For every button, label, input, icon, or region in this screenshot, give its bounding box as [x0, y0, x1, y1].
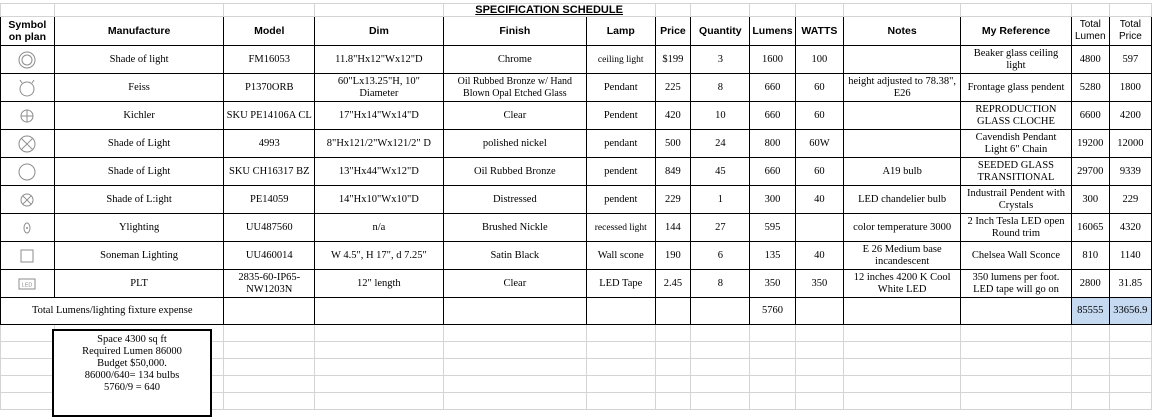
cell-watts[interactable]: 40	[795, 242, 843, 270]
cell-model[interactable]: UU460014	[224, 242, 315, 270]
cell-model[interactable]: UU487560	[224, 214, 315, 242]
cell-model[interactable]: 4993	[224, 130, 315, 158]
cell-notes[interactable]: 12 inches 4200 K Cool White LED	[844, 270, 961, 298]
circle-top-ticks-symbol-icon	[16, 77, 38, 99]
cell-notes[interactable]	[844, 46, 961, 74]
header-lamp[interactable]: Lamp	[587, 17, 656, 46]
table-row	[1, 46, 1152, 74]
grid-cell[interactable]	[844, 376, 961, 393]
grid-cell[interactable]	[691, 376, 750, 393]
grid-cell[interactable]	[655, 342, 691, 359]
cell-dim[interactable]: n/a	[315, 214, 444, 242]
cell-notes[interactable]: color temperature 3000	[844, 214, 961, 242]
cell-total-price[interactable]: 4200	[1109, 102, 1151, 130]
cell-total-lumen[interactable]: 300	[1071, 186, 1109, 214]
grid-cell[interactable]	[315, 359, 444, 376]
cell-lumens[interactable]: 300	[750, 186, 795, 214]
grid-cell[interactable]	[443, 325, 586, 342]
grid-cell[interactable]	[587, 325, 656, 342]
grid-cell[interactable]	[315, 4, 444, 17]
led-box-symbol-icon	[16, 273, 38, 295]
header-price[interactable]: Price	[655, 17, 691, 46]
oval-dot-symbol-icon	[16, 217, 38, 239]
cell-manufacture[interactable]: Soneman Lighting	[54, 242, 224, 270]
totals-empty-cell[interactable]	[587, 298, 656, 325]
cell-reference[interactable]: REPRODUCTION GLASS CLOCHE	[961, 102, 1072, 130]
cell-total-price[interactable]: 31.85	[1109, 270, 1151, 298]
circle-symbol-icon	[16, 161, 38, 183]
cell-total-price[interactable]: 229	[1109, 186, 1151, 214]
cell-watts[interactable]: 40	[795, 186, 843, 214]
cell-price[interactable]: 2.45	[655, 270, 691, 298]
cell-lamp[interactable]: pendent	[587, 158, 656, 186]
cell-watts[interactable]: 60	[795, 158, 843, 186]
cell-quantity[interactable]: 8	[691, 270, 750, 298]
grid-cell[interactable]	[224, 359, 315, 376]
grid-cell[interactable]	[795, 359, 843, 376]
header-reference[interactable]: My Reference	[961, 17, 1072, 46]
grid-cell[interactable]	[1071, 342, 1109, 359]
cell-model[interactable]: PE14059	[224, 186, 315, 214]
cell-watts[interactable]: 100	[795, 46, 843, 74]
cell-total-lumen[interactable]: 19200	[1071, 130, 1109, 158]
cell-price[interactable]: 229	[655, 186, 691, 214]
cell-total-lumen[interactable]: 810	[1071, 242, 1109, 270]
cell-symbol[interactable]	[1, 102, 55, 130]
cell-finish[interactable]: Chrome	[443, 46, 586, 74]
cell-model[interactable]: SKU CH16317 BZ	[224, 158, 315, 186]
cell-quantity[interactable]: 45	[691, 158, 750, 186]
led-symbol-label: LED	[22, 282, 33, 288]
cell-symbol[interactable]	[1, 46, 55, 74]
totals-empty-cell[interactable]	[795, 298, 843, 325]
cell-finish[interactable]: Oil Rubbed Bronze	[443, 158, 586, 186]
cell-dim[interactable]: 8"Hx121/2"Wx121/2" D	[315, 130, 444, 158]
totals-empty-cell[interactable]	[691, 298, 750, 325]
totals-label[interactable]: Total Lumens/lighting fixture expense	[1, 298, 224, 325]
grid-cell[interactable]	[1071, 393, 1109, 410]
grid-cell[interactable]	[691, 325, 750, 342]
table-row	[1, 130, 1152, 158]
grid-cell[interactable]	[1071, 376, 1109, 393]
header-dim[interactable]: Dim	[315, 17, 444, 46]
table-row	[1, 158, 1152, 186]
cell-lumens[interactable]: 660	[750, 158, 795, 186]
cell-notes[interactable]	[844, 102, 961, 130]
cell-total-lumen[interactable]: 5280	[1071, 74, 1109, 102]
cell-reference[interactable]: SEEDED GLASS TRANSITIONAL	[961, 158, 1072, 186]
cell-lamp[interactable]: LED Tape	[587, 270, 656, 298]
totals-total-price[interactable]: 33656.9	[1109, 298, 1151, 325]
grid-cell[interactable]	[224, 342, 315, 359]
grid-cell[interactable]	[224, 376, 315, 393]
grid-cell[interactable]	[443, 359, 586, 376]
circle-x-symbol-icon	[16, 133, 38, 155]
cell-quantity[interactable]: 3	[691, 46, 750, 74]
header-finish[interactable]: Finish	[443, 17, 586, 46]
cell-finish[interactable]: Oil Rubbed Bronze w/ Hand Blown Opal Etched Glass	[443, 74, 586, 102]
cell-notes[interactable]	[844, 130, 961, 158]
cell-total-lumen[interactable]: 29700	[1071, 158, 1109, 186]
cell-quantity[interactable]: 24	[691, 130, 750, 158]
grid-cell[interactable]	[961, 4, 1072, 17]
cell-watts[interactable]: 60	[795, 102, 843, 130]
grid-cell[interactable]	[795, 4, 843, 17]
grid-cell[interactable]	[1109, 376, 1151, 393]
grid-cell[interactable]	[54, 4, 224, 17]
cell-notes[interactable]: A19 bulb	[844, 158, 961, 186]
grid-cell[interactable]	[750, 376, 795, 393]
cell-reference[interactable]: Frontage glass pendent	[961, 74, 1072, 102]
header-model[interactable]: Model	[224, 17, 315, 46]
cell-manufacture[interactable]: Kichler	[54, 102, 224, 130]
grid-cell[interactable]	[691, 342, 750, 359]
grid-cell[interactable]	[655, 376, 691, 393]
grid-cell[interactable]	[795, 325, 843, 342]
sheet-title[interactable]: SPECIFICATION SCHEDULE	[443, 4, 655, 17]
cell-reference[interactable]: Chelsea Wall Sconce	[961, 242, 1072, 270]
cell-lamp[interactable]: ceiling light	[587, 46, 656, 74]
cell-manufacture[interactable]: Shade of Light	[54, 158, 224, 186]
grid-cell[interactable]	[961, 342, 1072, 359]
cell-reference[interactable]: Beaker glass ceiling light	[961, 46, 1072, 74]
grid-cell[interactable]	[1, 393, 55, 410]
cell-watts[interactable]	[795, 214, 843, 242]
cell-notes[interactable]: LED chandelier bulb	[844, 186, 961, 214]
grid-cell[interactable]	[1109, 393, 1151, 410]
totals-empty-cell[interactable]	[443, 298, 586, 325]
header-symbol[interactable]: Symbol on plan	[1, 17, 55, 46]
totals-empty-cell[interactable]	[961, 298, 1072, 325]
cell-finish[interactable]: Clear	[443, 102, 586, 130]
cell-dim[interactable]: W 4.5", H 17", d 7.25"	[315, 242, 444, 270]
grid-cell[interactable]	[961, 393, 1072, 410]
grid-cell[interactable]	[750, 342, 795, 359]
header-watts[interactable]: WATTS	[795, 17, 843, 46]
totals-empty-cell[interactable]	[844, 298, 961, 325]
cell-price[interactable]: 500	[655, 130, 691, 158]
cell-price[interactable]: 144	[655, 214, 691, 242]
table-row	[1, 186, 1152, 214]
header-notes[interactable]: Notes	[844, 17, 961, 46]
cell-finish[interactable]: Brushed Nickle	[443, 214, 586, 242]
cell-finish[interactable]: Satin Black	[443, 242, 586, 270]
grid-cell[interactable]	[844, 4, 961, 17]
table-row	[1, 74, 1152, 102]
cell-finish[interactable]: Clear	[443, 270, 586, 298]
grid-cell[interactable]	[1109, 359, 1151, 376]
cell-dim[interactable]: 11.8"Hx12"Wx12"D	[315, 46, 444, 74]
grid-cell[interactable]	[1109, 4, 1151, 17]
cell-lamp[interactable]: Pendant	[587, 74, 656, 102]
cell-manufacture[interactable]: Shade of Light	[54, 130, 224, 158]
cell-lumens[interactable]: 350	[750, 270, 795, 298]
cell-total-lumen[interactable]: 6600	[1071, 102, 1109, 130]
note-line[interactable]: Space 4300 sq ft	[97, 334, 167, 345]
cell-model[interactable]: P1370ORB	[224, 74, 315, 102]
header-row	[1, 17, 1152, 46]
circle-plus-symbol-icon	[16, 105, 38, 127]
cell-lumens[interactable]: 800	[750, 130, 795, 158]
grid-cell[interactable]	[750, 393, 795, 410]
cell-manufacture[interactable]: Ylighting	[54, 214, 224, 242]
cell-reference[interactable]: Industrail Pendent with Crystals	[961, 186, 1072, 214]
note-line[interactable]: Budget $50,000.	[97, 358, 167, 369]
grid-cell[interactable]	[795, 342, 843, 359]
cell-total-price[interactable]: 597	[1109, 46, 1151, 74]
grid-cell[interactable]	[587, 376, 656, 393]
grid-cell[interactable]	[315, 342, 444, 359]
grid-cell[interactable]	[795, 376, 843, 393]
cell-quantity[interactable]: 27	[691, 214, 750, 242]
cell-dim[interactable]: 13"Hx44"Wx12"D	[315, 158, 444, 186]
grid-cell[interactable]	[844, 359, 961, 376]
cell-lumens[interactable]: 135	[750, 242, 795, 270]
cell-dim[interactable]: 60"Lx13.25"H, 10" Diameter	[315, 74, 444, 102]
cell-lumens[interactable]: 660	[750, 102, 795, 130]
grid-cell[interactable]	[844, 342, 961, 359]
grid-cell[interactable]	[587, 359, 656, 376]
cell-lamp[interactable]: Wall scone	[587, 242, 656, 270]
cell-lamp[interactable]: recessed light	[587, 214, 656, 242]
double-circle-symbol-icon	[16, 49, 38, 71]
cell-total-price[interactable]: 4320	[1109, 214, 1151, 242]
cell-reference[interactable]: 350 lumens per foot. LED tape will go on	[961, 270, 1072, 298]
grid-cell[interactable]	[1071, 359, 1109, 376]
header-total-lumen[interactable]: Total Lumen	[1071, 17, 1109, 46]
cell-price[interactable]: 849	[655, 158, 691, 186]
cell-notes[interactable]: E 26 Medium base incandescent	[844, 242, 961, 270]
cell-lumens[interactable]: 1600	[750, 46, 795, 74]
cell-manufacture[interactable]: PLT	[54, 270, 224, 298]
header-lumens[interactable]: Lumens	[750, 17, 795, 46]
grid-cell[interactable]	[961, 376, 1072, 393]
grid-cell[interactable]	[443, 376, 586, 393]
grid-cell[interactable]	[1071, 325, 1109, 342]
cell-total-price[interactable]: 9339	[1109, 158, 1151, 186]
cell-symbol[interactable]	[1, 74, 55, 102]
grid-cell[interactable]	[691, 359, 750, 376]
cell-price[interactable]: $199	[655, 46, 691, 74]
totals-row	[1, 298, 1152, 325]
cell-total-price[interactable]: 1800	[1109, 74, 1151, 102]
cell-model[interactable]: FM16053	[224, 46, 315, 74]
grid-cell[interactable]	[655, 325, 691, 342]
grid-cell[interactable]	[1, 376, 55, 393]
cell-symbol[interactable]	[1, 270, 55, 298]
cell-lamp[interactable]: pendant	[587, 130, 656, 158]
note-line[interactable]: Required Lumen 86000	[82, 346, 182, 357]
cell-manufacture[interactable]: Shade of L:ight	[54, 186, 224, 214]
header-total-price[interactable]: Total Price	[1109, 17, 1151, 46]
cell-watts[interactable]: 350	[795, 270, 843, 298]
grid-cell[interactable]	[961, 325, 1072, 342]
grid-cell[interactable]	[1109, 342, 1151, 359]
grid-cell[interactable]	[443, 393, 586, 410]
grid-cell[interactable]	[691, 393, 750, 410]
grid-cell[interactable]	[1109, 325, 1151, 342]
cell-reference[interactable]: Cavendish Pendant Light 6" Chain	[961, 130, 1072, 158]
cell-price[interactable]: 225	[655, 74, 691, 102]
small-circle-x-symbol-icon	[16, 189, 38, 211]
cell-quantity[interactable]: 6	[691, 242, 750, 270]
grid-cell[interactable]	[961, 359, 1072, 376]
calculation-notes-box	[52, 329, 212, 417]
cell-lamp[interactable]: pendent	[587, 186, 656, 214]
table-row	[1, 214, 1152, 242]
cell-total-lumen[interactable]: 2800	[1071, 270, 1109, 298]
cell-finish[interactable]: Distressed	[443, 186, 586, 214]
square-symbol-icon	[16, 245, 38, 267]
cell-quantity[interactable]: 10	[691, 102, 750, 130]
header-quantity[interactable]: Quantity	[691, 17, 750, 46]
cell-lumens[interactable]: 660	[750, 74, 795, 102]
grid-cell[interactable]	[224, 4, 315, 17]
grid-cell[interactable]	[655, 393, 691, 410]
grid-cell[interactable]	[315, 376, 444, 393]
cell-reference[interactable]: 2 Inch Tesla LED open Round trim	[961, 214, 1072, 242]
grid-cell[interactable]	[750, 4, 795, 17]
cell-model[interactable]: 2835-60-IP65-NW1203N	[224, 270, 315, 298]
cell-price[interactable]: 420	[655, 102, 691, 130]
cell-dim[interactable]: 14"Hx10"Wx10"D	[315, 186, 444, 214]
cell-total-price[interactable]: 12000	[1109, 130, 1151, 158]
cell-dim[interactable]: 17"Hx14"Wx14"D	[315, 102, 444, 130]
cell-dim[interactable]: 12" length	[315, 270, 444, 298]
totals-empty-cell[interactable]	[655, 298, 691, 325]
grid-cell[interactable]	[443, 342, 586, 359]
cell-quantity[interactable]: 8	[691, 74, 750, 102]
grid-cell[interactable]	[844, 393, 961, 410]
grid-cell[interactable]	[844, 325, 961, 342]
cell-total-lumen[interactable]: 16065	[1071, 214, 1109, 242]
cell-symbol[interactable]	[1, 158, 55, 186]
totals-lumens[interactable]: 5760	[750, 298, 795, 325]
grid-cell[interactable]	[1, 359, 55, 376]
cell-watts[interactable]: 60W	[795, 130, 843, 158]
cell-price[interactable]: 190	[655, 242, 691, 270]
totals-empty-cell[interactable]	[315, 298, 444, 325]
cell-symbol[interactable]	[1, 214, 55, 242]
grid-cell[interactable]	[1, 325, 55, 342]
grid-cell[interactable]	[224, 325, 315, 342]
cell-lumens[interactable]: 595	[750, 214, 795, 242]
cell-symbol[interactable]	[1, 186, 55, 214]
grid-cell[interactable]	[224, 393, 315, 410]
cell-watts[interactable]: 60	[795, 74, 843, 102]
cell-model[interactable]: SKU PE14106A CL	[224, 102, 315, 130]
title-row	[1, 4, 1152, 17]
grid-cell[interactable]	[750, 359, 795, 376]
grid-cell[interactable]	[795, 393, 843, 410]
grid-cell[interactable]	[750, 325, 795, 342]
cell-symbol[interactable]	[1, 130, 55, 158]
totals-total-lumen[interactable]: 85555	[1071, 298, 1109, 325]
totals-empty-cell[interactable]	[224, 298, 315, 325]
grid-cell[interactable]	[587, 393, 656, 410]
cell-quantity[interactable]: 1	[691, 186, 750, 214]
note-line[interactable]: 5760/9 = 640	[103, 382, 161, 393]
note-line[interactable]: 86000/640= 134 bulbs	[84, 370, 180, 381]
grid-cell[interactable]	[1, 342, 55, 359]
grid-cell[interactable]	[315, 393, 444, 410]
grid-cell[interactable]	[691, 4, 750, 17]
header-manufacture[interactable]: Manufacture	[54, 17, 224, 46]
grid-cell[interactable]	[1071, 4, 1109, 17]
grid-cell[interactable]	[315, 325, 444, 342]
table-row	[1, 242, 1152, 270]
cell-notes[interactable]: height adjusted to 78.38", E26	[844, 74, 961, 102]
grid-cell[interactable]	[1, 4, 55, 17]
cell-total-price[interactable]: 1140	[1109, 242, 1151, 270]
table-row	[1, 270, 1152, 298]
grid-cell[interactable]	[655, 359, 691, 376]
cell-manufacture[interactable]: Shade of light	[54, 46, 224, 74]
cell-manufacture[interactable]: Feiss	[54, 74, 224, 102]
cell-lamp[interactable]: Pendent	[587, 102, 656, 130]
grid-cell[interactable]	[587, 342, 656, 359]
cell-total-lumen[interactable]: 4800	[1071, 46, 1109, 74]
grid-cell[interactable]	[655, 4, 691, 17]
cell-finish[interactable]: polished nickel	[443, 130, 586, 158]
table-row	[1, 102, 1152, 130]
cell-symbol[interactable]	[1, 242, 55, 270]
